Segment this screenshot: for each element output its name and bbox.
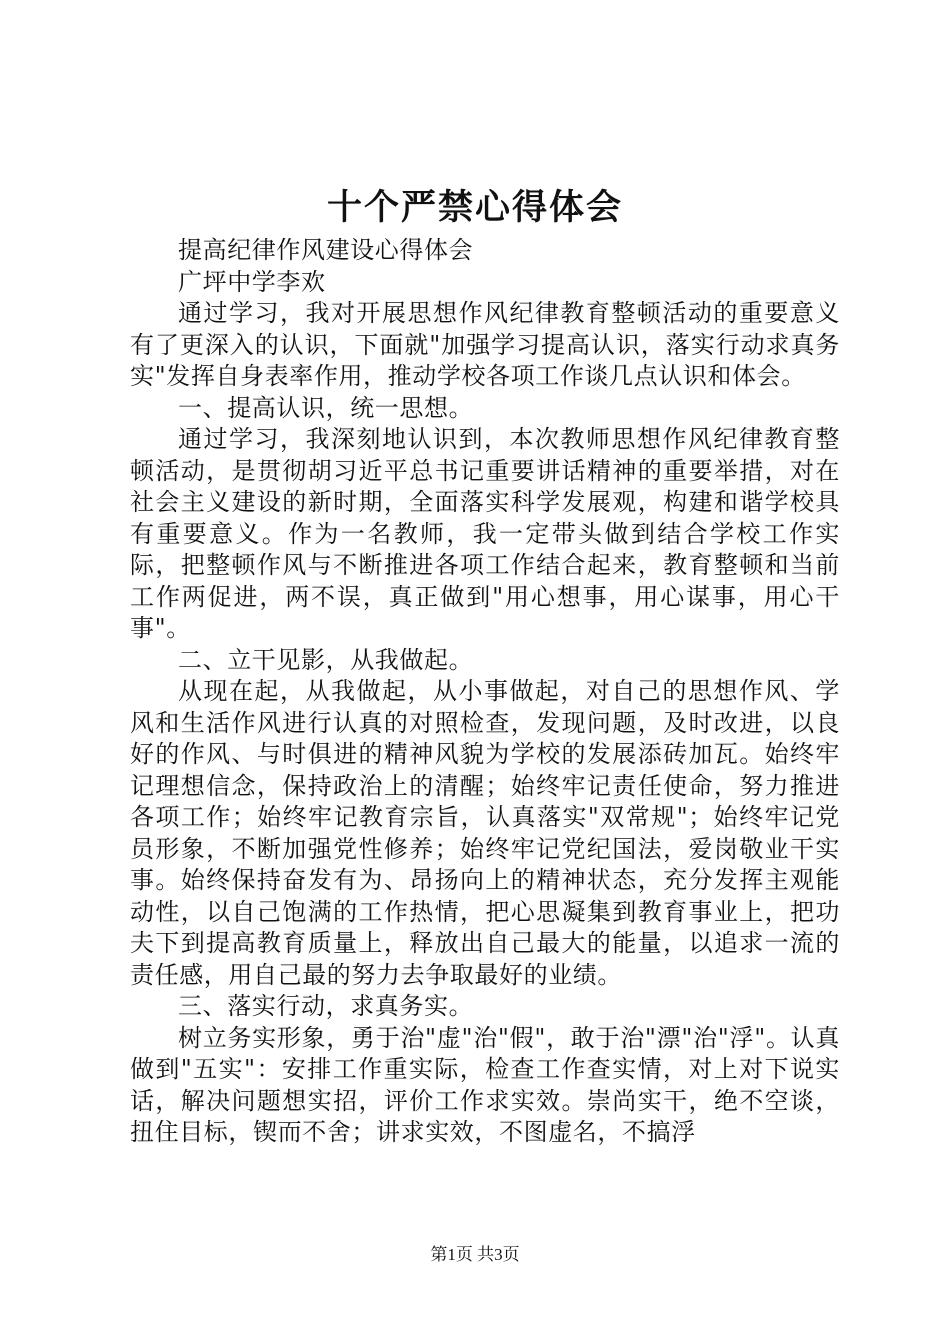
author-paragraph: 广坪中学李欢 [178,267,326,296]
section-heading-1: 一、提高认识，统一思想。 [178,393,474,422]
subtitle-paragraph: 提高纪律作风建设心得体会 [178,236,474,264]
section-body-2: 从现在起，从我做起，从小事做起，对自己的思想作风、学风和生活作风进行认真的对照检查，发现问题，及时改进，以良好的作风、与时俱进的精神风貌为学校的发展添砖加瓦。始终牢记理想信念，保持政治上的清醒；始终牢记责任使命，努力推进各项工作；始终牢记教育宗旨，认真落实"双常规"；始终牢记党员形象，不断加强党性修养；始终牢记党纪国法，爱岗敬业干实事。始终保持奋发有为、昂扬向上的精神状态，充分发挥主观能动性，以自己饱满的工作热情，把心思凝集到教育事业上，把功夫下到提高教育质量上，释放出自己最大的能量，以追求一流的责任感，用自己最的努力去争取最好的业绩。 [130,677,840,989]
page-footer: 第1页 共3页 [430,1245,520,1264]
document-title: 十个严禁心得体会 [326,187,623,228]
intro-paragraph: 通过学习，我对开展思想作风纪律教育整顿活动的重要意义有了更深入的认识，下面就"加强学习提高认识，落实行动求真务实"发挥自身表率作用，推动学校各项工作谈几点认识和体会。 [130,299,840,390]
section-heading-2: 二、立干见影，从我做起。 [178,645,474,674]
section-heading-3: 三、落实行动，求真务实。 [178,992,474,1020]
document-body [130,235,840,1149]
section-body-1: 通过学习，我深刻地认识到，本次教师思想作风纪律教育整顿活动，是贯彻胡习近平总书记重要讲话精神的重要举措，对在社会主义建设的新时期，全面落实科学发展观，构建和谐学校具有重要意义。作为一名教师，我一定带头做到结合学校工作实际，把整顿作风与不断推进各项工作结合起来，教育整顿和当前工作两促进，两不误，真正做到"用心想事，用心谋事，用心干事"。 [130,425,840,642]
section-body-3: 树立务实形象，勇于治"虚"治"假"，敢于治"漂"治"浮"。认真做到"五实"：安排工作重实际，检查工作查实情，对上对下说实话，解决问题想实招，评价工作求实效。崇尚实干，绝不空谈，扭住目标，锲而不舍；讲求实效，不图虚名，不搞浮 [130,1023,840,1146]
